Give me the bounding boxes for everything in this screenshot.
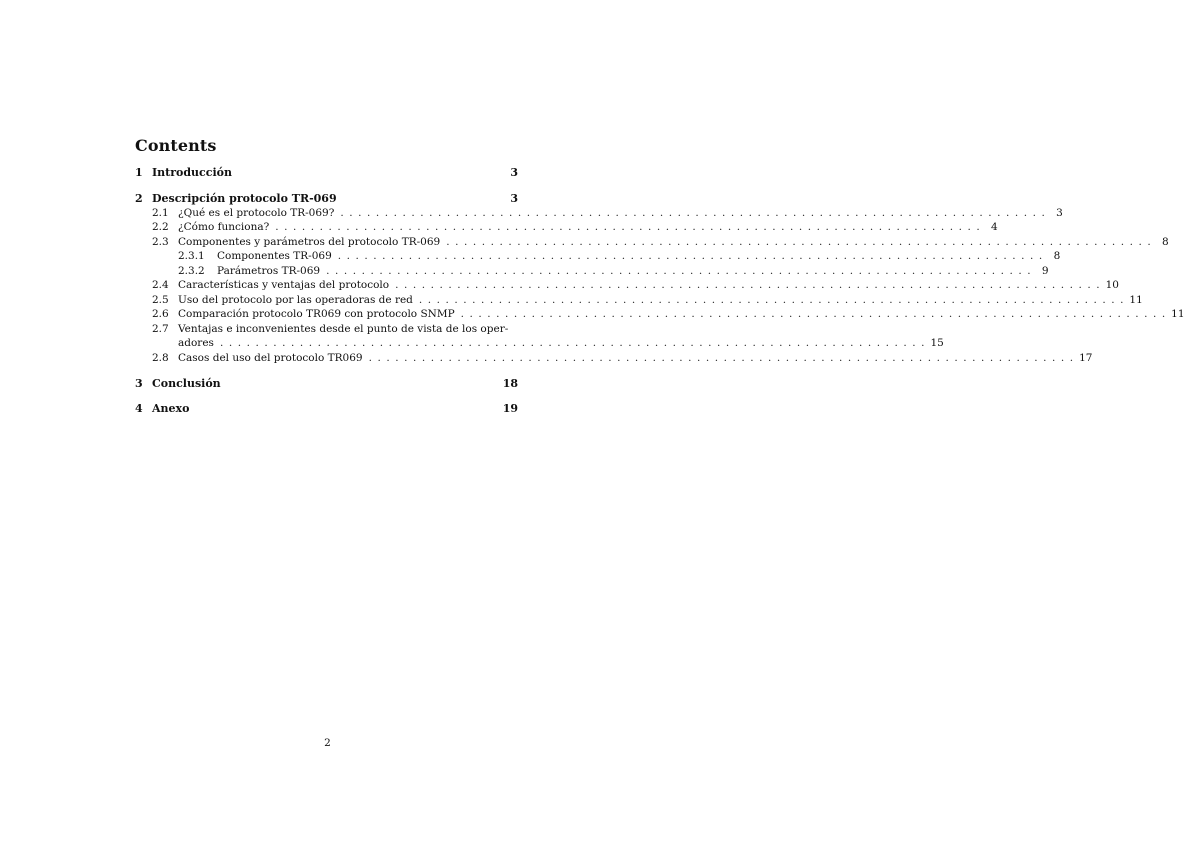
toc-entry-label: Casos del uso del protocolo TR069 — [178, 351, 363, 364]
toc-entry-number: 4 — [135, 402, 143, 415]
toc-entry-2-4[interactable] — [135, 278, 1119, 293]
toc-entry-page: 3 — [1056, 206, 1063, 219]
toc-entry-label: Conclusión — [152, 376, 221, 390]
toc-entry-page: 18 — [502, 376, 518, 390]
toc-entry-number: 2.5 — [152, 293, 169, 306]
dot-leader — [338, 249, 1043, 264]
toc-entry-2[interactable] — [135, 191, 518, 206]
toc-entry-label: Descripción protocolo TR-069 — [152, 191, 337, 205]
dot-leader — [369, 351, 1074, 366]
toc-entry-2-3[interactable] — [135, 235, 1169, 250]
toc-entry-number: 2.4 — [152, 279, 169, 291]
toc-entry-2-2[interactable] — [135, 220, 998, 235]
toc-entry-number: 3 — [135, 376, 143, 390]
toc-entry-number: 2.3.1 — [178, 250, 205, 262]
dot-leader — [340, 206, 1045, 221]
toc-entry-page: 19 — [502, 402, 518, 415]
toc-entry-2-5[interactable] — [135, 293, 1143, 308]
dot-leader — [326, 264, 1031, 279]
toc-entry-number: 2.6 — [152, 308, 169, 320]
toc-entry-page: 11 — [1129, 293, 1143, 306]
toc-entry-label: Uso del protocolo por las operadoras de red — [178, 293, 413, 306]
toc-entry-page: 4 — [991, 221, 998, 233]
toc-entry-label: ¿Qué es el protocolo TR-069? — [178, 206, 335, 219]
toc-entry-page: 10 — [1105, 279, 1119, 291]
dot-leader — [461, 307, 1166, 322]
toc-entry-number: 2.3.2 — [178, 264, 205, 277]
toc-entry-label-line2: adores — [178, 337, 214, 349]
toc-entry-number: 2.1 — [152, 206, 169, 219]
toc-entry-2-6[interactable] — [135, 307, 1185, 322]
toc-entry-label: Parámetros TR-069 — [217, 264, 321, 277]
dot-leader — [395, 278, 1100, 293]
toc-entry-number: 2.2 — [152, 221, 169, 233]
toc-title: Contents — [135, 136, 217, 155]
toc-entry-2-3-1[interactable] — [135, 249, 1061, 264]
toc-entry-4[interactable] — [135, 401, 518, 416]
toc-entry-page: 15 — [930, 337, 944, 349]
toc-entry-number: 2.7 — [152, 322, 169, 335]
toc-entry-2-8[interactable] — [135, 351, 1093, 366]
page-number: 2 — [324, 737, 331, 749]
toc-entry-page: 8 — [1053, 250, 1061, 262]
table-of-contents — [135, 165, 1185, 416]
dot-leader — [275, 220, 980, 235]
toc-entry-number: 2 — [135, 191, 143, 205]
toc-entry-label: ¿Cómo funciona? — [178, 221, 270, 233]
toc-entry-number: 2.8 — [152, 351, 169, 364]
toc-entry-3[interactable] — [135, 376, 518, 391]
toc-entry-label: Características y ventajas del protocolo — [178, 279, 390, 291]
dot-leader — [220, 336, 925, 351]
toc-entry-page: 9 — [1041, 264, 1049, 277]
toc-entry-2-7[interactable] — [135, 322, 944, 351]
dot-leader — [419, 293, 1124, 308]
toc-entry-page: 17 — [1079, 351, 1093, 364]
toc-entry-page: 11 — [1171, 308, 1185, 320]
toc-entry-number: 2.3 — [152, 235, 169, 248]
toc-entry-page: 3 — [510, 191, 518, 205]
toc-entry-label: Anexo — [152, 402, 190, 415]
toc-entry-label-line1: Ventajas e inconvenientes desde el punto de vista de los oper- — [178, 322, 509, 335]
toc-entry-label: Componentes y parámetros del protocolo TR-069 — [178, 235, 441, 248]
toc-entry-label: Comparación protocolo TR069 con protocolo SNMP — [178, 308, 455, 320]
toc-entry-1[interactable] — [135, 165, 518, 180]
toc-entry-number: 1 — [135, 166, 143, 179]
dot-leader — [446, 235, 1151, 250]
toc-entry-2-3-2[interactable] — [135, 264, 1049, 279]
toc-entry-label: Introducción — [152, 166, 232, 179]
toc-entry-2-1[interactable] — [135, 206, 1063, 221]
toc-entry-page: 8 — [1162, 235, 1169, 248]
toc-entry-page: 3 — [510, 166, 518, 179]
toc-entry-label: Componentes TR-069 — [217, 250, 332, 262]
